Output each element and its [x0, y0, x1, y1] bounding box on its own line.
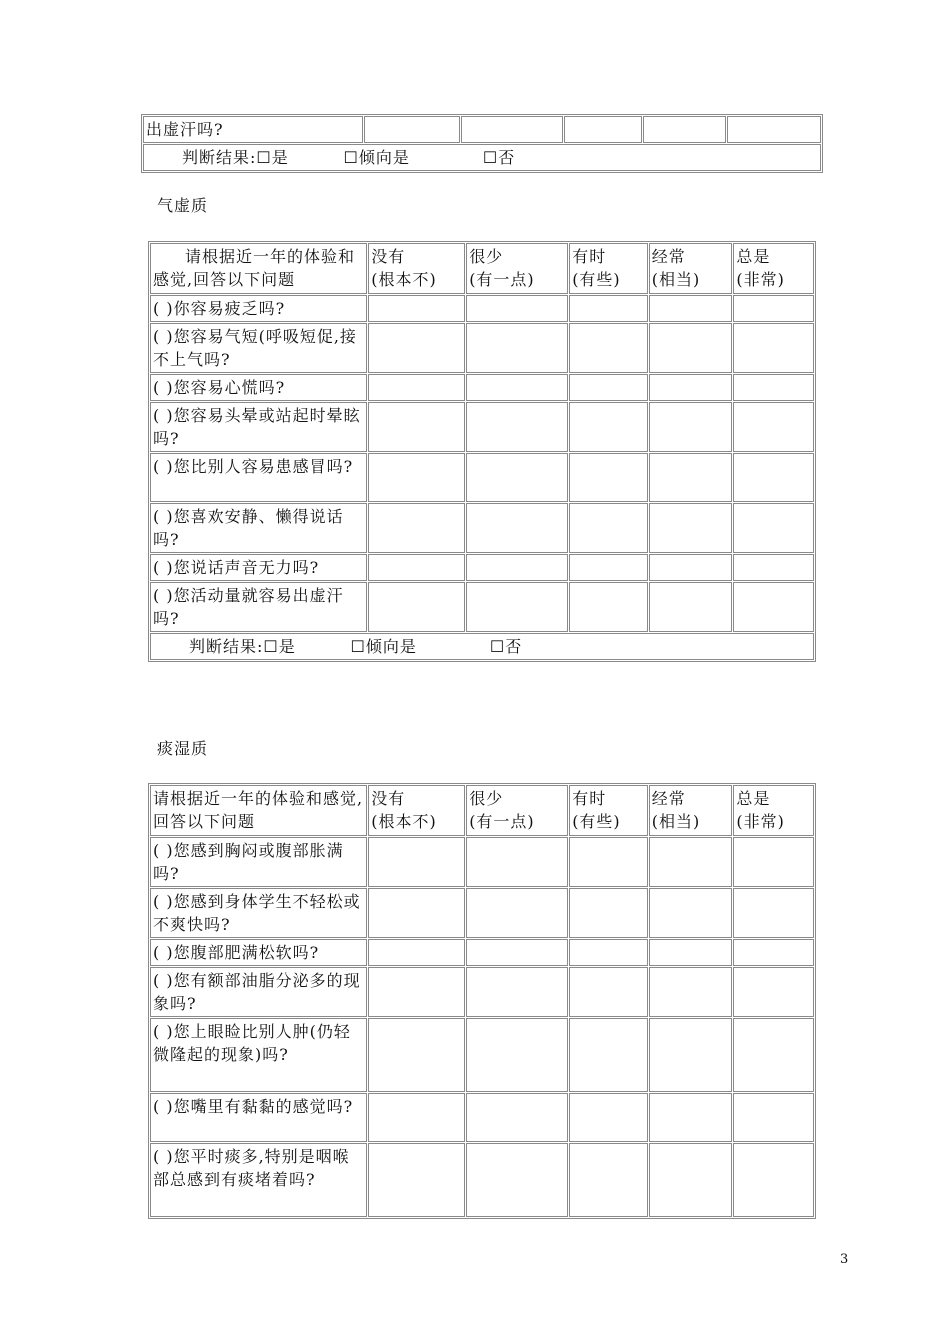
answer-cell[interactable] — [733, 554, 814, 581]
question-text: ( )您嘴里有黏黏的感觉吗? — [150, 1093, 367, 1142]
answer-cell[interactable] — [733, 967, 814, 1017]
answer-cell[interactable] — [649, 402, 733, 452]
option-header: 很少 (有一点) — [466, 243, 568, 294]
table-row — [150, 888, 814, 938]
answer-cell[interactable] — [368, 582, 465, 632]
verdict-cell — [143, 144, 821, 171]
section-title: 气虚质 — [157, 196, 209, 215]
answer-cell[interactable] — [368, 295, 465, 322]
page-number: 3 — [840, 1252, 849, 1267]
option-header: 有时 (有些) — [569, 243, 648, 294]
table-row — [150, 837, 814, 887]
option-header: 经常 (相当) — [649, 243, 733, 294]
answer-cell[interactable] — [466, 453, 568, 502]
answer-cell[interactable] — [569, 939, 648, 966]
section-title: 痰湿质 — [157, 739, 209, 758]
verdict-row — [143, 144, 821, 171]
answer-cell[interactable] — [733, 837, 814, 887]
answer-cell[interactable] — [466, 888, 568, 938]
question-text: ( )您上眼睑比别人肿(仍轻微隆起的现象)吗? — [150, 1018, 367, 1092]
answer-cell[interactable] — [368, 374, 465, 401]
answer-cell[interactable] — [569, 1018, 648, 1092]
answer-cell[interactable] — [569, 402, 648, 452]
answer-cell[interactable] — [733, 295, 814, 322]
answer-cell[interactable] — [569, 323, 648, 373]
answer-cell[interactable] — [368, 323, 465, 373]
table-row — [150, 503, 814, 553]
answer-cell[interactable] — [649, 1093, 733, 1142]
question-text: ( )您平时痰多,特别是咽喉部总感到有痰堵着吗? — [150, 1143, 367, 1217]
answer-cell[interactable] — [733, 503, 814, 553]
answer-cell[interactable] — [649, 295, 733, 322]
question-text: ( )您比别人容易患感冒吗? — [150, 453, 367, 502]
answer-cell[interactable] — [733, 1018, 814, 1092]
answer-cell[interactable] — [466, 554, 568, 581]
answer-cell[interactable] — [569, 837, 648, 887]
answer-cell[interactable] — [368, 888, 465, 938]
answer-cell[interactable] — [733, 1093, 814, 1142]
option-header: 没有 (根本不) — [368, 785, 465, 836]
answer-cell[interactable] — [368, 402, 465, 452]
answer-cell[interactable] — [569, 888, 648, 938]
answer-cell[interactable] — [569, 1143, 648, 1217]
verdict-row — [150, 633, 814, 660]
table-row — [150, 1093, 814, 1142]
answer-cell[interactable] — [368, 453, 465, 502]
question-text: ( )您容易心慌吗? — [150, 374, 367, 401]
answer-cell[interactable] — [466, 402, 568, 452]
answer-cell[interactable] — [569, 453, 648, 502]
table-row — [150, 554, 814, 581]
option-header: 经常 (相当) — [649, 785, 733, 836]
answer-cell[interactable] — [649, 323, 733, 373]
verdict-text: 判断结果:☐是 ☐倾向是 ☐否 — [182, 148, 516, 167]
table-row — [150, 295, 814, 322]
answer-cell[interactable] — [643, 116, 727, 143]
answer-cell[interactable] — [649, 374, 733, 401]
answer-cell[interactable] — [649, 1143, 733, 1217]
question-text: ( )您腹部肥满松软吗? — [150, 939, 367, 966]
answer-cell[interactable] — [649, 453, 733, 502]
option-header: 有时 (有些) — [569, 785, 648, 836]
answer-cell[interactable] — [466, 1093, 568, 1142]
answer-cell[interactable] — [368, 1143, 465, 1217]
table-row — [143, 116, 821, 143]
answer-cell[interactable] — [466, 939, 568, 966]
question-text: ( )您感到身体学生不轻松或不爽快吗? — [150, 888, 367, 938]
answer-cell[interactable] — [649, 1018, 733, 1092]
answer-cell[interactable] — [733, 939, 814, 966]
answer-cell[interactable] — [649, 554, 733, 581]
option-header: 没有 (根本不) — [368, 243, 465, 294]
question-text: ( )您容易头晕或站起时晕眩吗? — [150, 402, 367, 452]
table-row — [150, 323, 814, 373]
verdict-cell — [150, 633, 814, 660]
answer-cell[interactable] — [466, 503, 568, 553]
answer-cell[interactable] — [649, 837, 733, 887]
answer-cell[interactable] — [368, 939, 465, 966]
answer-cell[interactable] — [466, 837, 568, 887]
answer-cell[interactable] — [364, 116, 460, 143]
answer-cell[interactable] — [733, 374, 814, 401]
answer-cell[interactable] — [733, 453, 814, 502]
answer-cell[interactable] — [368, 837, 465, 887]
answer-cell[interactable] — [368, 1093, 465, 1142]
table-row — [150, 374, 814, 401]
question-text: ( )您喜欢安静、懒得说话吗? — [150, 503, 367, 553]
question-text: ( )你容易疲乏吗? — [150, 295, 367, 322]
answer-cell[interactable] — [569, 967, 648, 1017]
table-row — [150, 939, 814, 966]
questionnaire-table — [148, 783, 816, 1219]
answer-cell[interactable] — [368, 503, 465, 553]
answer-cell[interactable] — [466, 295, 568, 322]
answer-cell[interactable] — [733, 888, 814, 938]
answer-cell[interactable] — [368, 1018, 465, 1092]
question-text: ( )您活动量就容易出虚汗吗? — [150, 582, 367, 632]
question-text: ( )您容易气短(呼吸短促,接不上气吗? — [150, 323, 367, 373]
table-row — [150, 402, 814, 452]
answer-cell[interactable] — [649, 888, 733, 938]
answer-cell[interactable] — [569, 554, 648, 581]
answer-cell[interactable] — [466, 1018, 568, 1092]
question-text: ( )您感到胸闷或腹部胀满吗? — [150, 837, 367, 887]
answer-cell[interactable] — [368, 967, 465, 1017]
answer-cell[interactable] — [649, 967, 733, 1017]
answer-cell[interactable] — [466, 374, 568, 401]
answer-cell[interactable] — [649, 582, 733, 632]
answer-cell[interactable] — [461, 116, 563, 143]
header-row — [150, 785, 814, 836]
answer-cell[interactable] — [727, 116, 821, 143]
verdict-text: 判断结果:☐是 ☐倾向是 ☐否 — [189, 637, 523, 656]
question-text: 出虚汗吗? — [143, 116, 363, 143]
answer-cell[interactable] — [733, 1143, 814, 1217]
option-header: 总是 (非常) — [733, 785, 814, 836]
answer-cell[interactable] — [466, 323, 568, 373]
answer-cell[interactable] — [368, 554, 465, 581]
table-row — [150, 967, 814, 1017]
questionnaire-table — [148, 241, 816, 662]
answer-cell[interactable] — [466, 967, 568, 1017]
header-row — [150, 243, 814, 294]
answer-cell[interactable] — [649, 939, 733, 966]
answer-cell[interactable] — [569, 374, 648, 401]
prompt-header: 请根据近一年的体验和感觉,回答以下问题 — [150, 785, 367, 836]
table-row — [150, 453, 814, 502]
table-row — [150, 582, 814, 632]
answer-cell[interactable] — [564, 116, 641, 143]
answer-cell[interactable] — [466, 1143, 568, 1217]
table-row — [150, 1143, 814, 1217]
answer-cell[interactable] — [569, 1093, 648, 1142]
table-row — [150, 1018, 814, 1092]
answer-cell[interactable] — [569, 503, 648, 553]
answer-cell[interactable] — [466, 582, 568, 632]
prompt-header: 请根据近一年的体验和感觉,回答以下问题 — [150, 243, 367, 294]
answer-cell[interactable] — [733, 402, 814, 452]
answer-cell[interactable] — [733, 323, 814, 373]
answer-cell[interactable] — [569, 295, 648, 322]
option-header: 很少 (有一点) — [466, 785, 568, 836]
top-fragment-table — [141, 114, 823, 173]
answer-cell[interactable] — [569, 582, 648, 632]
answer-cell[interactable] — [733, 582, 814, 632]
option-header: 总是 (非常) — [733, 243, 814, 294]
question-text: ( )您有额部油脂分泌多的现象吗? — [150, 967, 367, 1017]
answer-cell[interactable] — [649, 503, 733, 553]
question-text: ( )您说话声音无力吗? — [150, 554, 367, 581]
